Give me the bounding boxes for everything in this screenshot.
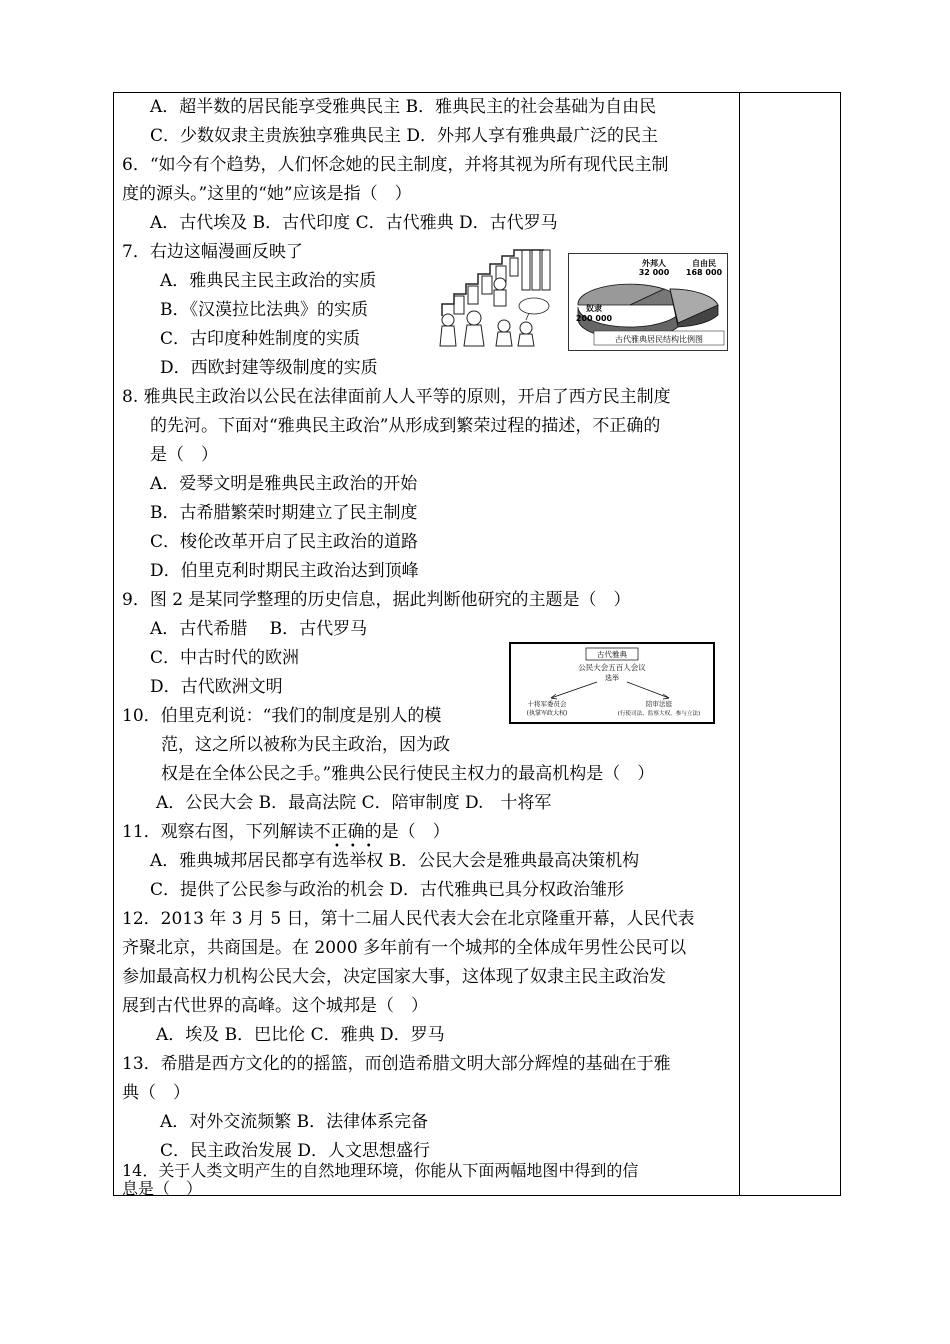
q6-stem-line1: 6．“如今有个趋势，人们怀念她的民主制度，并将其视为所有现代民主制 bbox=[122, 155, 669, 175]
q13-stem-line1: 13．希腊是西方文化的的摇篮，而创造希腊文明大部分辉煌的基础在于雅 bbox=[122, 1054, 671, 1074]
q14-stem-line1: 14．关于人类文明产生的自然地理环境，你能从下面两幅地图中得到的信 bbox=[122, 1161, 639, 1180]
q6-stem-line2: 度的源头。”这里的“她”应该是指（ ） bbox=[122, 184, 412, 204]
q10-stem-line2: 范，这之所以被称为民主政治，因为政 bbox=[161, 735, 450, 755]
pie-caption: 古代雅典居民结构比例图 bbox=[615, 335, 703, 344]
org-right-node: 陪审法庭 bbox=[646, 700, 672, 708]
q8-option-d: D．伯里克利时期民主政治达到顶峰 bbox=[150, 561, 419, 581]
q10-options: A．公民大会 B．最高法院 C．陪审制度 D. 十将军 bbox=[156, 793, 552, 813]
q7-option-a: A．雅典民主民主政治的实质 bbox=[160, 271, 377, 291]
q12-options: A．埃及 B．巴比伦 C．雅典 D．罗马 bbox=[156, 1025, 445, 1045]
table-column-divider bbox=[739, 92, 740, 1196]
q8-stem-line1: 8. 雅典民主政治以公民在法律面前人人平等的原则，开启了西方民主制度 bbox=[122, 387, 671, 407]
q9-option-c: C．中古时代的欧洲 bbox=[150, 648, 300, 668]
org-title: 古代雅典 bbox=[597, 650, 627, 659]
q10-stem-line1: 10．伯里克利说：“我们的制度是别人的模 bbox=[122, 706, 442, 726]
pie-value-foreigners: 32 000 bbox=[638, 268, 670, 277]
q5-options-ab: A．超半数的居民能享受雅典民主 B．雅典民主的社会基础为自由民 bbox=[150, 97, 657, 117]
q9-options-ab: A．古代希腊 B．古代罗马 bbox=[150, 619, 368, 639]
org-right-note: (行使司法、监察大权，参与立法) bbox=[617, 711, 701, 717]
q11-options-ab: A．雅典城邦居民都享有选举权 B．公民大会是雅典最高决策机构 bbox=[150, 851, 640, 871]
pie-value-slaves: 200 000 bbox=[575, 314, 613, 323]
org-left-node: 十将军委员会 bbox=[527, 700, 567, 708]
athens-org-chart bbox=[509, 642, 715, 724]
q7-option-d: D．西欧封建等级制度的实质 bbox=[160, 358, 378, 378]
pie-value-freemen: 168 000 bbox=[685, 268, 723, 277]
q13-options-cd: C．民主政治发展 D．人文思想盛行 bbox=[160, 1141, 431, 1161]
resident-structure-pie-figure bbox=[568, 253, 728, 351]
q8-option-a: A．爱琴文明是雅典民主政治的开始 bbox=[150, 474, 418, 494]
pie-label-freemen: 自由民 bbox=[692, 259, 716, 268]
q12-stem-line2: 齐聚北京，共商国是。在 2000 多年前有一个城邦的全体成年男性公民可以 bbox=[122, 938, 687, 958]
q13-stem-line2: 典（ ） bbox=[122, 1083, 190, 1103]
q11-stem: 11．观察右图，下列解读不正确的是（ ） bbox=[122, 822, 450, 842]
q9-option-d: D．古代欧洲文明 bbox=[150, 677, 283, 697]
q9-stem: 9．图 2 是某同学整理的历史信息，据此判断他研究的主题是（ ） bbox=[122, 590, 631, 610]
q12-stem-line1: 12．2013 年 3 月 5 日，第十二届人民代表大会在北京隆重开幕，人民代表 bbox=[122, 909, 695, 929]
cartoon-illustration bbox=[434, 246, 552, 350]
q8-stem-line2: 的先河。下面对“雅典民主政治”从形成到繁荣过程的描述，不正确的 bbox=[150, 416, 661, 436]
org-left-note: (执掌军政大权) bbox=[526, 710, 568, 717]
q7-option-c: C．古印度种姓制度的实质 bbox=[160, 329, 361, 349]
q14-stem-line2: 息是（ ） bbox=[122, 1179, 203, 1198]
q10-stem-line3: 权是在全体公民之手。”雅典公民行使民主权力的最高机构是（ ） bbox=[161, 764, 655, 784]
pie-label-foreigners: 外邦人 bbox=[642, 259, 666, 268]
emphasis-dots: ••• bbox=[334, 841, 382, 852]
q11-options-cd: C．提供了公民参与政治的机会 D．古代雅典已具分权政治雏形 bbox=[150, 880, 625, 900]
q6-options: A．古代埃及 B．古代印度 C．古代雅典 D．古代罗马 bbox=[150, 213, 558, 233]
pie-label-slaves: 奴隶 bbox=[586, 304, 602, 313]
q8-option-c: C．梭伦改革开启了民主政治的道路 bbox=[150, 532, 419, 552]
q7-option-b: B．《汉漠拉比法典》的实质 bbox=[160, 300, 368, 320]
q12-stem-line4: 展到古代世界的高峰。这个城邦是（ ） bbox=[122, 996, 428, 1016]
org-top-node: 公民大会五百人会议 bbox=[578, 663, 646, 672]
q8-option-b: B．古希腊繁荣时期建立了民主制度 bbox=[150, 503, 418, 523]
q7-stem: 7．右边这幅漫画反映了 bbox=[122, 242, 303, 262]
q13-options-ab: A．对外交流频繁 B．法律体系完备 bbox=[160, 1112, 429, 1132]
org-edge-label: 选举 bbox=[605, 674, 619, 682]
q5-options-cd: C．少数奴隶主贵族独享雅典民主 D．外邦人享有雅典最广泛的民主 bbox=[150, 126, 659, 146]
q8-stem-line3: 是（ ） bbox=[150, 445, 218, 465]
q12-stem-line3: 参加最高权力机构公民大会，决定国家大事，这体现了奴隶主民主政治发 bbox=[122, 967, 666, 987]
